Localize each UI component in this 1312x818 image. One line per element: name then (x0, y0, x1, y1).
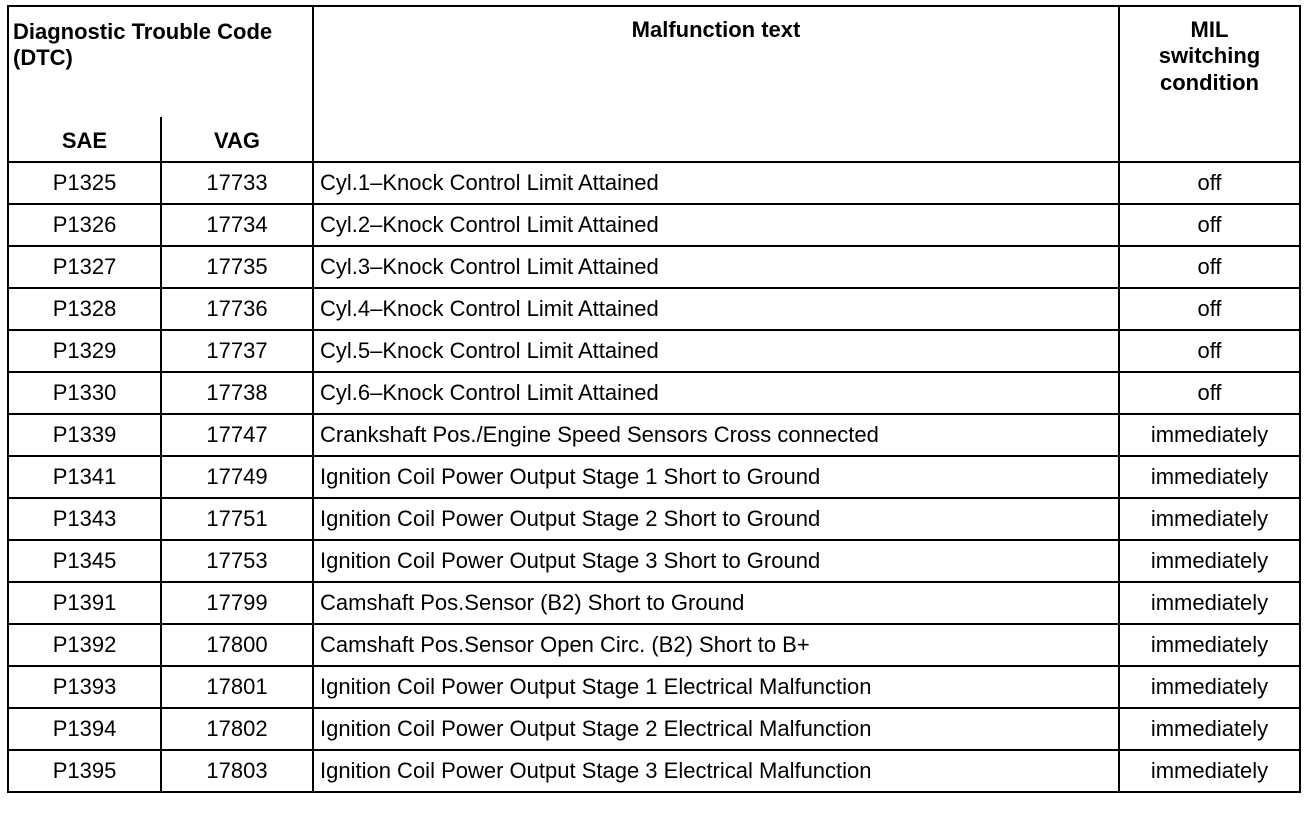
malfunction-text-cell: Ignition Coil Power Output Stage 1 Short to Ground (313, 456, 1119, 498)
malfunction-text-cell: Cyl.4–Knock Control Limit Attained (313, 288, 1119, 330)
vag-code-cell: 17747 (161, 414, 313, 456)
sae-code-cell: P1339 (8, 414, 161, 456)
sae-code-cell: P1327 (8, 246, 161, 288)
mil-condition-cell: off (1119, 162, 1300, 204)
mil-condition-cell: off (1119, 330, 1300, 372)
malfunction-text-cell: Ignition Coil Power Output Stage 3 Short to Ground (313, 540, 1119, 582)
mil-header-line: switching (1158, 43, 1261, 69)
sae-code-cell: P1395 (8, 750, 161, 792)
malfunction-text-header: Malfunction text (313, 6, 1119, 162)
sae-code-cell: P1326 (8, 204, 161, 246)
malfunction-text-cell: Cyl.3–Knock Control Limit Attained (313, 246, 1119, 288)
vag-code-cell: 17753 (161, 540, 313, 582)
sae-code-cell: P1391 (8, 582, 161, 624)
mil-condition-cell: off (1119, 246, 1300, 288)
dtc-group-header: Diagnostic Trouble Code (DTC) (8, 6, 313, 117)
vag-code-cell: 17749 (161, 456, 313, 498)
mil-condition-cell: immediately (1119, 540, 1300, 582)
malfunction-text-cell: Ignition Coil Power Output Stage 2 Short to Ground (313, 498, 1119, 540)
malfunction-text-cell: Cyl.2–Knock Control Limit Attained (313, 204, 1119, 246)
vag-code-cell: 17802 (161, 708, 313, 750)
mil-condition-cell: immediately (1119, 624, 1300, 666)
table-row (8, 330, 1300, 372)
vag-code-cell: 17736 (161, 288, 313, 330)
vag-code-cell: 17735 (161, 246, 313, 288)
malfunction-text-cell: Cyl.5–Knock Control Limit Attained (313, 330, 1119, 372)
table-row (8, 162, 1300, 204)
sae-code-cell: P1392 (8, 624, 161, 666)
table-header (8, 6, 1300, 162)
malfunction-text-cell: Ignition Coil Power Output Stage 3 Electrical Malfunction (313, 750, 1119, 792)
mil-condition-header (1119, 6, 1300, 162)
table-row (8, 456, 1300, 498)
vag-header: VAG (161, 117, 313, 162)
table-row (8, 624, 1300, 666)
table-row (8, 372, 1300, 414)
malfunction-text-cell: Ignition Coil Power Output Stage 2 Electrical Malfunction (313, 708, 1119, 750)
sae-code-cell: P1328 (8, 288, 161, 330)
sae-code-cell: P1325 (8, 162, 161, 204)
malfunction-text-cell: Ignition Coil Power Output Stage 1 Electrical Malfunction (313, 666, 1119, 708)
table-row (8, 666, 1300, 708)
mil-condition-cell: immediately (1119, 750, 1300, 792)
table-row (8, 204, 1300, 246)
malfunction-text-cell: Crankshaft Pos./Engine Speed Sensors Cross connected (313, 414, 1119, 456)
table-row (8, 288, 1300, 330)
vag-code-cell: 17799 (161, 582, 313, 624)
sae-code-cell: P1329 (8, 330, 161, 372)
table-row (8, 750, 1300, 792)
mil-condition-cell: immediately (1119, 414, 1300, 456)
vag-code-cell: 17734 (161, 204, 313, 246)
table-row (8, 708, 1300, 750)
mil-condition-cell: off (1119, 204, 1300, 246)
sae-code-cell: P1330 (8, 372, 161, 414)
table-row (8, 540, 1300, 582)
sae-code-cell: P1393 (8, 666, 161, 708)
mil-condition-cell: off (1119, 288, 1300, 330)
sae-code-cell: P1345 (8, 540, 161, 582)
malfunction-text-cell: Cyl.1–Knock Control Limit Attained (313, 162, 1119, 204)
malfunction-text-cell: Cyl.6–Knock Control Limit Attained (313, 372, 1119, 414)
table-row (8, 414, 1300, 456)
header-row-1 (8, 6, 1300, 117)
mil-condition-cell: off (1119, 372, 1300, 414)
mil-header-line: condition (1160, 69, 1259, 95)
table-body (8, 162, 1300, 792)
mil-header-line: MIL (1190, 17, 1229, 42)
table-row (8, 246, 1300, 288)
sae-code-cell: P1343 (8, 498, 161, 540)
mil-condition-cell: immediately (1119, 582, 1300, 624)
malfunction-text-cell: Camshaft Pos.Sensor Open Circ. (B2) Short to B+ (313, 624, 1119, 666)
sae-header: SAE (8, 117, 161, 162)
table-row (8, 498, 1300, 540)
mil-condition-cell: immediately (1119, 666, 1300, 708)
vag-code-cell: 17801 (161, 666, 313, 708)
mil-condition-cell: immediately (1119, 498, 1300, 540)
vag-code-cell: 17738 (161, 372, 313, 414)
vag-code-cell: 17751 (161, 498, 313, 540)
mil-condition-cell: immediately (1119, 708, 1300, 750)
vag-code-cell: 17733 (161, 162, 313, 204)
vag-code-cell: 17803 (161, 750, 313, 792)
vag-code-cell: 17737 (161, 330, 313, 372)
dtc-table (7, 5, 1301, 793)
sae-code-cell: P1341 (8, 456, 161, 498)
mil-condition-cell: immediately (1119, 456, 1300, 498)
malfunction-text-cell: Camshaft Pos.Sensor (B2) Short to Ground (313, 582, 1119, 624)
sae-code-cell: P1394 (8, 708, 161, 750)
vag-code-cell: 17800 (161, 624, 313, 666)
table-row (8, 582, 1300, 624)
